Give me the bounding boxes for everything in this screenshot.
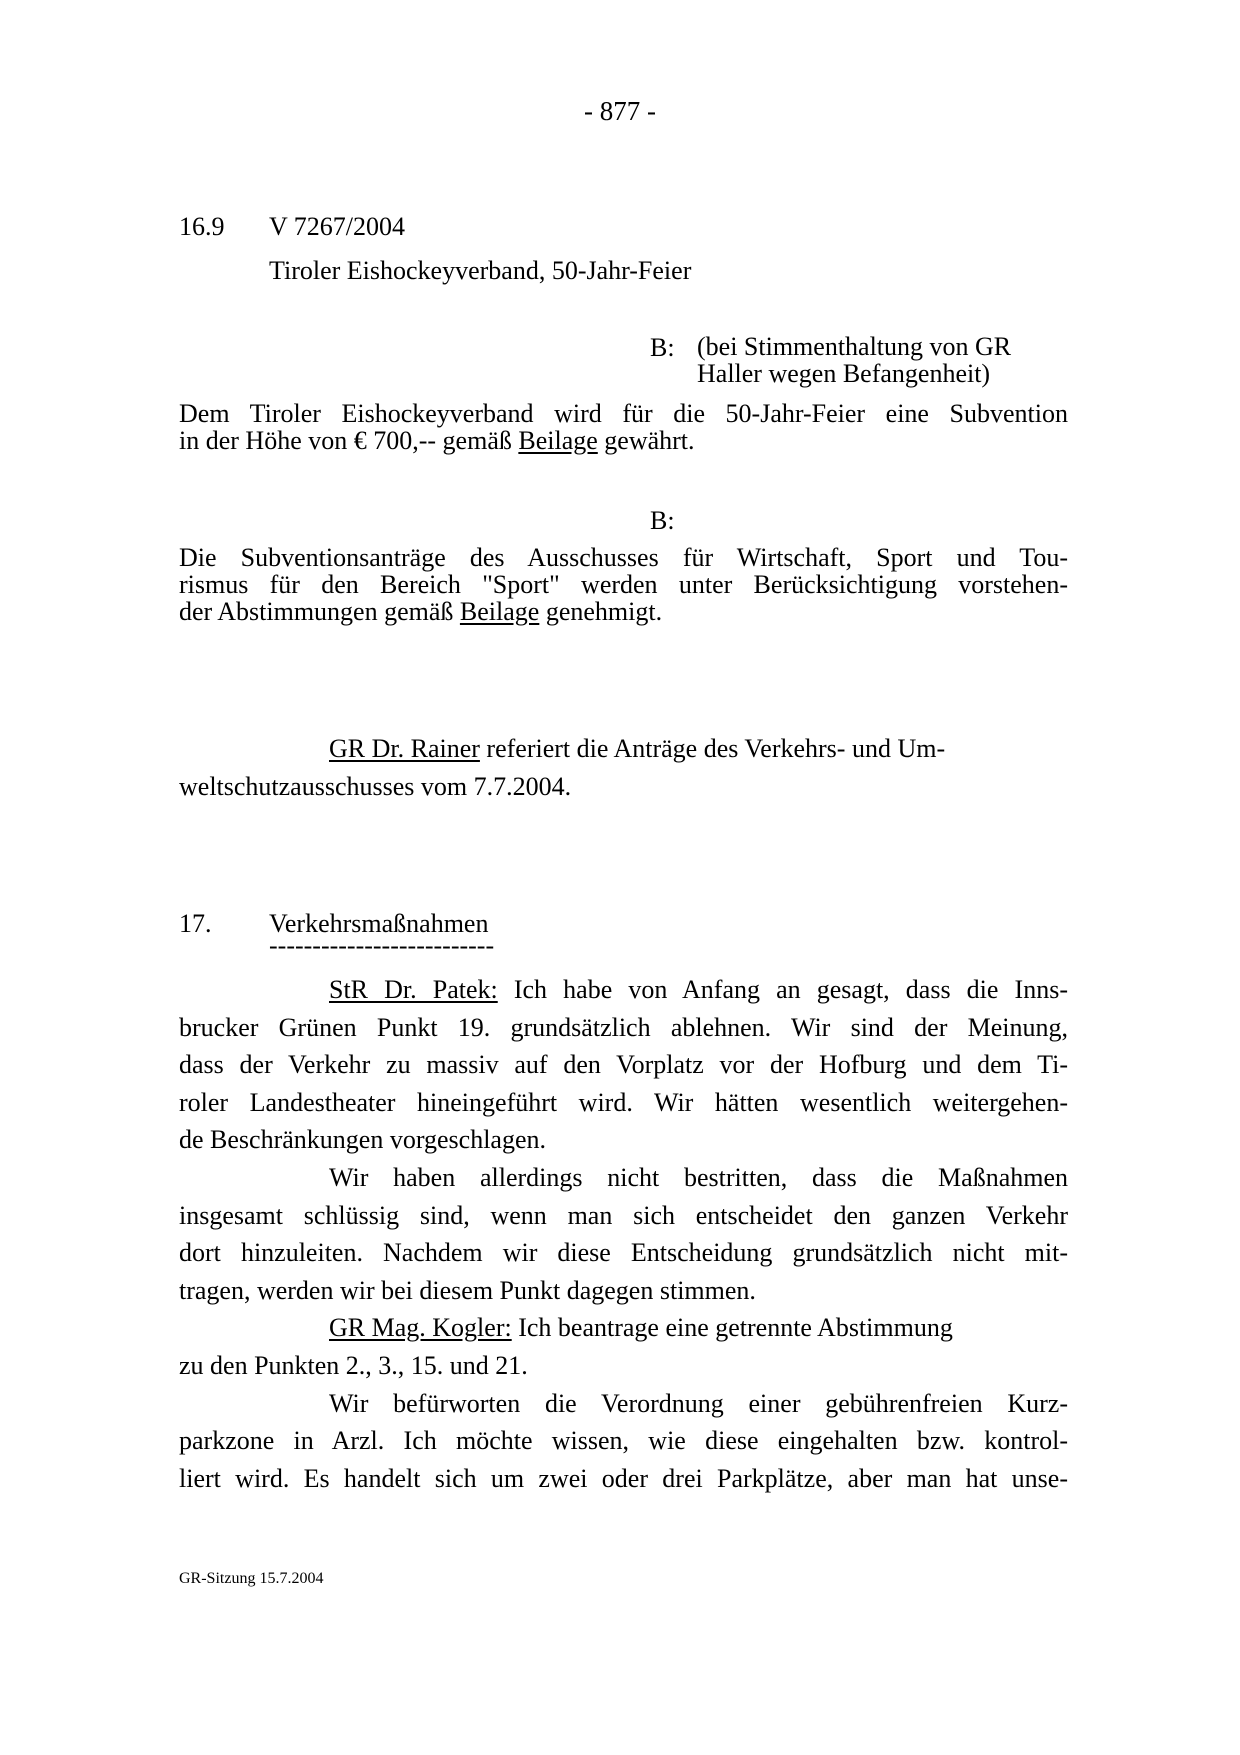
item-16-9-number: 16.9 [179,212,225,241]
page-number: - 877 - [584,96,656,126]
summary-resolution-line3: der Abstimmungen gemäß Beilage genehmigt. [179,597,663,626]
item-17-separator: -------------------------- [269,931,495,960]
item-16-9-reference: V 7267/2004 [269,212,406,241]
beilage-link: Beilage [518,426,598,455]
kogler-line1: GR Mag. Kogler: Ich beantrage eine getrennte Abstimmung [329,1313,953,1343]
referral-paragraph [179,730,1068,805]
patek-line2: brucker Grünen Punkt 19. grundsätzlich ablehnen. Wir sind der Meinung, [179,1012,1068,1042]
item-16-9-title: Tiroler Eishockeyverband, 50-Jahr-Feier [269,256,692,285]
summary-resolution-line2: rismus für den Bereich "Sport" werden unter Berücksichtigung vorstehen- [179,570,1068,599]
item-16-9-body [179,400,1068,454]
speaker-name: GR Dr. Rainer [329,734,480,763]
kogler-line2: zu den Punkten 2., 3., 15. und 21. [179,1350,528,1380]
patek-p2-line4: tragen, werden wir bei diesem Punkt dagegen stimmen. [179,1275,756,1305]
patek-p2-line2: insgesamt schlüssig sind, wenn man sich entscheidet den ganzen Verkehr [179,1200,1068,1230]
speaker-name: GR Mag. Kogler: [329,1313,512,1343]
summary-resolution-body [179,544,1068,625]
resolution-label: B: [650,333,675,362]
summary-resolution-line1: Die Subventionsanträge des Ausschusses für Wirtschaft, Sport und Tou- [179,543,1068,572]
referral-line2: weltschutzausschusses vom 7.7.2004. [179,771,572,801]
item-17-number: 17. [179,909,212,938]
item-17-title: Verkehrsmaßnahmen [269,909,489,938]
item-16-9-body-line2: in der Höhe von € 700,-- gemäß Beilage gewährt. [179,426,695,455]
beilage-link: Beilage [459,597,540,626]
kogler-p2-line3: liert wird. Es handelt sich um zwei oder drei Parkplätze, aber man hat unse- [179,1463,1068,1493]
patek-line1: StR Dr. Patek: Ich habe von Anfang an gesagt, dass die Inns- [329,975,1068,1004]
item-16-9-body-line1: Dem Tiroler Eishockeyverband wird für die 50-Jahr-Feier eine Subvention [179,399,1068,428]
patek-line5: de Beschränkungen vorgeschlagen. [179,1125,547,1155]
resolution-note-line2: Haller wegen Befangenheit) [697,359,991,388]
patek-p2-line3: dort hinzuleiten. Nachdem wir diese Entscheidung grundsätzlich nicht mit- [179,1238,1068,1268]
kogler-p2-line1: Wir befürworten die Verordnung einer gebührenfreien Kurz- [329,1388,1068,1418]
patek-p2-line1: Wir haben allerdings nicht bestritten, dass die Maßnahmen [329,1162,1068,1192]
kogler-p2-line2: parkzone in Arzl. Ich möchte wissen, wie diese eingehalten bzw. kontrol- [179,1426,1068,1456]
speaker-name: StR Dr. Patek: [329,975,498,1004]
footer-session-date: GR-Sitzung 15.7.2004 [179,1570,324,1587]
summary-resolution-label: B: [650,506,675,535]
debate-transcript [179,971,1068,1497]
resolution-note-line1: (bei Stimmenthaltung von GR [697,332,1012,361]
referral-line1: GR Dr. Rainer referiert die Anträge des Verkehrs- und Um- [329,734,946,763]
patek-line3: dass der Verkehr zu massiv auf den Vorplatz vor der Hofburg und dem Ti- [179,1050,1068,1080]
patek-line4: roler Landestheater hineingeführt wird. Wir hätten wesentlich weitergehen- [179,1087,1068,1117]
